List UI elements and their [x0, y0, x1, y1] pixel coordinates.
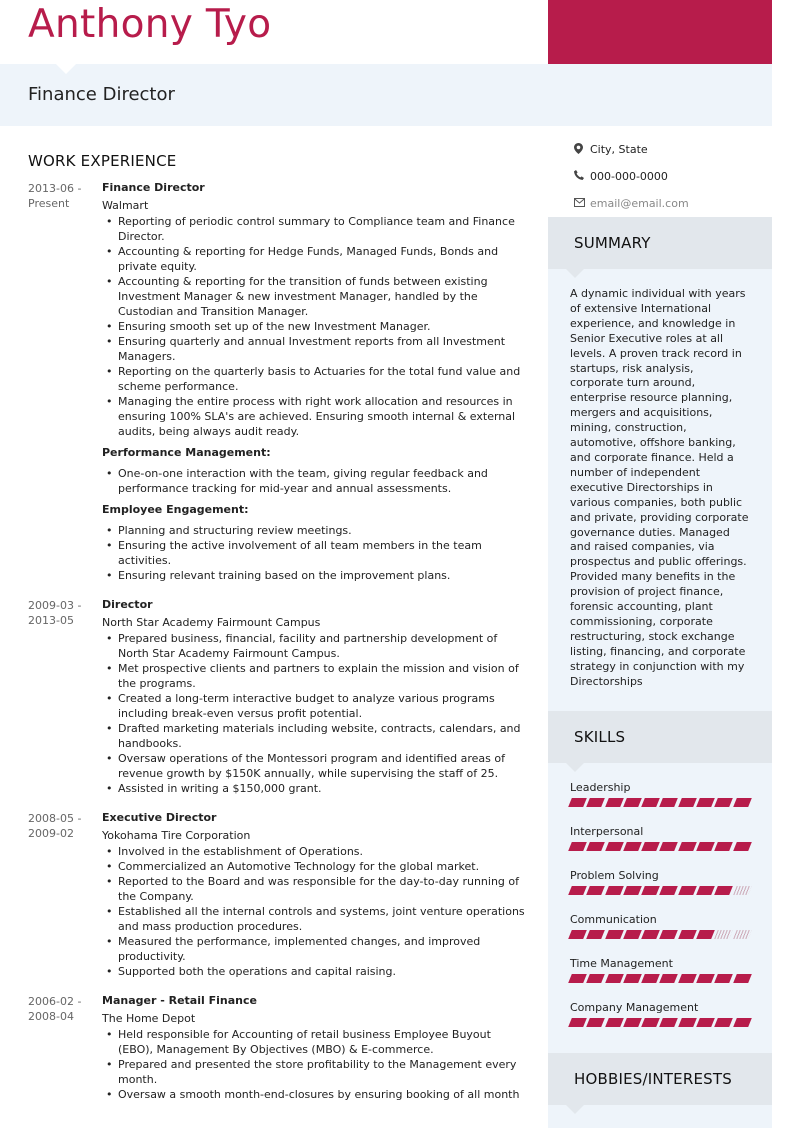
skill-segment-filled	[733, 1018, 752, 1027]
header-accent-block	[548, 0, 772, 64]
job-bullet-list	[102, 631, 528, 796]
skill-level-bar	[570, 974, 750, 983]
skill-label: Problem Solving	[570, 869, 659, 883]
skill-segment-filled	[678, 930, 697, 939]
job-company: Walmart	[102, 199, 149, 212]
title-notch	[56, 64, 76, 74]
job-bullet-list	[102, 1027, 528, 1102]
job-bullet: • Oversaw a smooth month-end-closures by ensuring booking of all month	[102, 1087, 528, 1102]
skill-segment-filled	[696, 886, 715, 895]
job-bullet-list	[102, 466, 528, 496]
job-bullet: • Ensuring quarterly and annual Investment reports from all Investment Managers.	[102, 334, 528, 364]
job-bullet: • Ensuring relevant training based on the improvement plans.	[102, 568, 528, 583]
job-subheading: Performance Management:	[102, 446, 271, 459]
skill-segment-filled	[605, 886, 624, 895]
skill-level-bar	[570, 886, 750, 895]
job-bullet-list	[102, 844, 528, 979]
job-role: Finance Director	[102, 181, 205, 194]
work-experience-heading: WORK EXPERIENCE	[28, 152, 177, 170]
skill-label: Company Management	[570, 1001, 699, 1015]
skill-level-bar	[570, 798, 750, 807]
skill-segment-filled	[605, 974, 624, 983]
skill-segment-empty	[733, 886, 752, 895]
job-bullet: • Accounting & reporting for Hedge Funds, Managed Funds, Bonds and private equity.	[102, 244, 528, 274]
envelope-icon	[574, 198, 590, 210]
skill-segment-empty	[715, 930, 734, 939]
job-bullet: • Ensuring smooth set up of the new Investment Manager.	[102, 319, 528, 334]
job-dates: 2008-05 - 2009-02	[28, 812, 82, 840]
map-pin-icon	[574, 143, 590, 157]
contact-email[interactable]	[574, 190, 772, 217]
sidebar	[548, 126, 772, 1128]
job-entry	[28, 993, 528, 1102]
skill-segment-filled	[605, 798, 624, 807]
skill-segment-filled	[568, 974, 587, 983]
job-bullet: • One-on-one interaction with the team, giving regular feedback and performance tracking for mid-year and annual assessments.	[102, 466, 528, 496]
location-text: City, State	[590, 143, 648, 156]
skill-segment-filled	[623, 886, 642, 895]
skill-segment-filled	[586, 798, 605, 807]
skill-segment-filled	[678, 798, 697, 807]
skill-item	[548, 825, 772, 851]
skill-segment-filled	[678, 974, 697, 983]
job-bullet-list	[102, 214, 528, 439]
job-bullet: • Reported to the Board and was responsible for the day-to-day running of the Company.	[102, 874, 528, 904]
job-bullet-list	[102, 523, 528, 583]
job-bullet: • Reporting on the quarterly basis to Actuaries for the total fund value and scheme performance.	[102, 364, 528, 394]
job-entry	[28, 597, 528, 796]
job-bullet: • Prepared business, financial, facility and partnership development of North Star Academy Fairmount Campus.	[102, 631, 528, 661]
job-entry	[28, 180, 528, 583]
job-bullet: • Prepared and presented the store profitability to the Management every month.	[102, 1057, 528, 1087]
job-bullet: • Managing the entire process with right work allocation and resources in ensuring 100% SLA's are achieved. Ensuring smooth internal & external audits, being always audit ready.	[102, 394, 528, 439]
skill-segment-filled	[641, 974, 660, 983]
skill-segment-filled	[568, 842, 587, 851]
skill-label: Interpersonal	[570, 825, 644, 839]
job-entry	[28, 810, 528, 979]
skill-segment-filled	[605, 930, 624, 939]
contact-block	[548, 126, 772, 217]
skill-segment-filled	[660, 886, 679, 895]
job-dates: 2006-02 - 2008-04	[28, 995, 82, 1023]
job-role: Director	[102, 598, 153, 611]
skill-segment-filled	[696, 930, 715, 939]
skill-segment-filled	[605, 1018, 624, 1027]
skill-segment-filled	[641, 1018, 660, 1027]
skill-item	[548, 1001, 772, 1027]
hobbies-heading: HOBBIES/INTERESTS	[548, 1053, 772, 1105]
job-bullet: • Oversaw operations of the Montessori program and identified areas of revenue growth by $150K annually, while supervising the staff of 25.	[102, 751, 528, 781]
skill-level-bar	[570, 1018, 750, 1027]
job-company: Yokohama Tire Corporation	[102, 829, 251, 842]
skill-segment-filled	[568, 798, 587, 807]
title-band-right	[548, 64, 772, 126]
job-bullet: • Held responsible for Accounting of retail business Employee Buyout (EBO), Management By Objectives (MBO) & E-commerce.	[102, 1027, 528, 1057]
job-body	[102, 993, 528, 1102]
skills-list	[548, 763, 772, 1027]
skill-segment-filled	[660, 974, 679, 983]
skill-segment-filled	[660, 1018, 679, 1027]
skill-segment-filled	[715, 1018, 734, 1027]
job-bullet: • Ensuring the active involvement of all team members in the team activities.	[102, 538, 528, 568]
job-dates: 2013-06 - Present	[28, 182, 82, 210]
contact-location	[574, 136, 772, 163]
job-title: Finance Director	[28, 84, 175, 105]
skill-segment-filled	[733, 974, 752, 983]
job-bullet: • Reporting of periodic control summary to Compliance team and Finance Director.	[102, 214, 528, 244]
job-bullet: • Planning and structuring review meetings.	[102, 523, 528, 538]
job-bullet: • Created a long-term interactive budget to analyze various programs including break-even versus profit potential.	[102, 691, 528, 721]
skill-segment-filled	[696, 974, 715, 983]
job-bullet: • Commercialized an Automotive Technology for the global market.	[102, 859, 528, 874]
skill-segment-filled	[641, 798, 660, 807]
skill-label: Time Management	[570, 957, 673, 971]
job-body	[102, 597, 528, 796]
skill-item	[548, 781, 772, 807]
skill-segment-filled	[623, 798, 642, 807]
skill-item	[548, 913, 772, 939]
skill-segment-filled	[715, 974, 734, 983]
job-bullet: • Supported both the operations and capital raising.	[102, 964, 528, 979]
skill-segment-filled	[568, 930, 587, 939]
skill-segment-filled	[586, 886, 605, 895]
skill-level-bar	[570, 842, 750, 851]
skill-label: Communication	[570, 913, 657, 927]
skill-item	[548, 957, 772, 983]
contact-phone	[574, 163, 772, 190]
skill-segment-filled	[733, 842, 752, 851]
skill-segment-filled	[568, 886, 587, 895]
job-company: The Home Depot	[102, 1012, 196, 1025]
skill-segment-filled	[715, 798, 734, 807]
skill-segment-filled	[623, 974, 642, 983]
job-bullet: • Established all the internal controls and systems, joint venture operations and mass production procedures.	[102, 904, 528, 934]
job-company: North Star Academy Fairmount Campus	[102, 616, 321, 629]
skill-segment-filled	[678, 886, 697, 895]
skill-segment-filled	[660, 842, 679, 851]
skill-segment-filled	[641, 886, 660, 895]
job-bullet: • Met prospective clients and partners to explain the mission and vision of the programs.	[102, 661, 528, 691]
skills-heading: SKILLS	[548, 711, 772, 763]
job-subheading: Employee Engagement:	[102, 503, 249, 516]
job-dates: 2009-03 - 2013-05	[28, 599, 82, 627]
email-link[interactable]: email@email.com	[590, 197, 689, 210]
job-bullet: • Assisted in writing a $150,000 grant.	[102, 781, 528, 796]
job-bullet: • Involved in the establishment of Operations.	[102, 844, 528, 859]
job-body	[102, 810, 528, 979]
skill-segment-filled	[696, 842, 715, 851]
jobs-list	[28, 180, 528, 1102]
skill-segment-filled	[678, 842, 697, 851]
skill-segment-filled	[568, 1018, 587, 1027]
skill-level-bar	[570, 930, 750, 939]
skill-segment-filled	[623, 930, 642, 939]
job-bullet: • Measured the performance, implemented changes, and improved productivity.	[102, 934, 528, 964]
skill-segment-filled	[696, 798, 715, 807]
phone-icon	[574, 170, 590, 183]
skill-segment-filled	[623, 1018, 642, 1027]
summary-text: A dynamic individual with years of extensive International experience, and knowledge in Senior Executive roles at all levels. A proven track record in startups, risk analysis, corporate turn around, enterprise resource planning, mergers and acquisitions, mining, construction, automotive, offshore banking, and corporate finance. Held a number of independent executive Directorships in various companies, both public and private, providing corporate governance duties. Managed and raised companies, via prospectus and public offerings. Provided many benefits in the provision of project finance, forensic accounting, plant commissioning, corporate restructuring, stock exchange listing, financing, and corporate strategy in conjunction with my Directorships	[570, 287, 749, 688]
skill-segment-filled	[696, 1018, 715, 1027]
skill-segment-filled	[586, 930, 605, 939]
skill-segment-filled	[715, 886, 734, 895]
skill-segment-filled	[641, 842, 660, 851]
work-experience-section	[28, 152, 528, 1116]
job-role: Manager - Retail Finance	[102, 994, 257, 1007]
skill-segment-empty	[733, 930, 752, 939]
job-body	[102, 180, 528, 583]
skill-segment-filled	[586, 1018, 605, 1027]
job-bullet: • Drafted marketing materials including website, contracts, calendars, and handbooks.	[102, 721, 528, 751]
skill-segment-filled	[623, 842, 642, 851]
summary-heading: SUMMARY	[548, 217, 772, 269]
skill-segment-filled	[733, 798, 752, 807]
skill-segment-filled	[605, 842, 624, 851]
candidate-name: Anthony Tyo	[28, 2, 272, 47]
skill-segment-filled	[715, 842, 734, 851]
skill-segment-filled	[660, 930, 679, 939]
phone-text: 000-000-0000	[590, 170, 668, 183]
skill-segment-filled	[660, 798, 679, 807]
skill-segment-filled	[678, 1018, 697, 1027]
job-bullet: • Accounting & reporting for the transition of funds between existing Investment Manager & new investment Manager, handled by the Custodian and Transition Manager.	[102, 274, 528, 319]
skill-segment-filled	[586, 974, 605, 983]
skill-item	[548, 869, 772, 895]
skill-segment-filled	[641, 930, 660, 939]
job-role: Executive Director	[102, 811, 217, 824]
skill-segment-filled	[586, 842, 605, 851]
skill-label: Leadership	[570, 781, 631, 795]
